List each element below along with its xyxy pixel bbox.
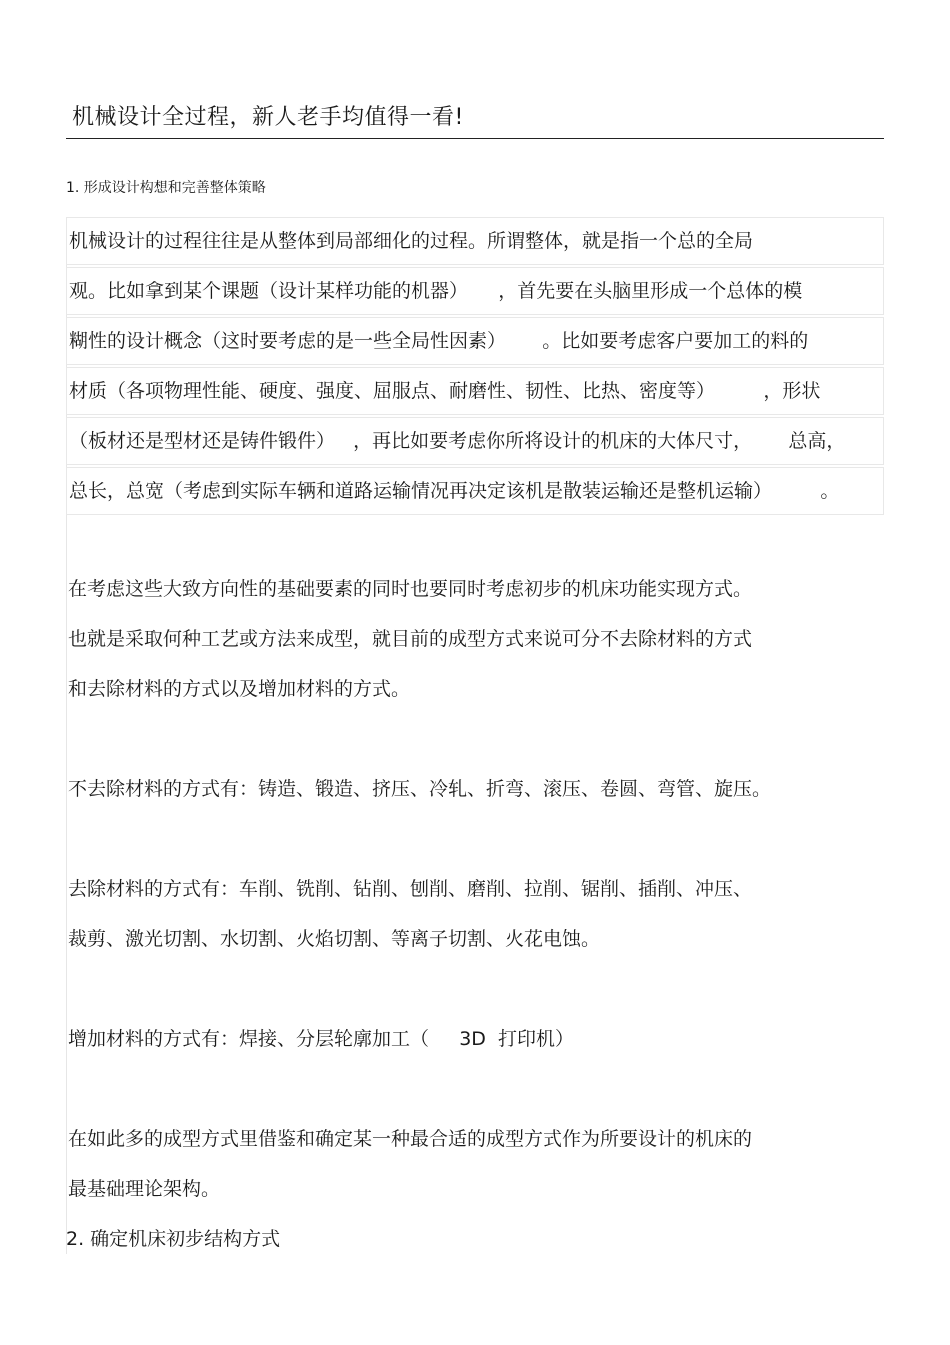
paragraph-line: 也就是采取何种工艺或方法来成型，就目前的成型方式来说可分不去除材料的方式 (68, 628, 753, 650)
paragraph-line: 裁剪、激光切割、水切割、火焰切割、等离子切割、火花电蚀。 (68, 928, 601, 950)
paragraph-line: 在如此多的成型方式里借鉴和确定某一种最合适的成型方式作为所要设计的机床的 (68, 1128, 753, 1150)
text-line: 机械设计的过程往往是从整体到局部细化的过程。所谓整体，就是指一个总的全局 (69, 230, 754, 252)
paragraph-additive: 增加材料的方式有：焊接、分层轮廓加工（ 3D 打印机） (68, 1028, 574, 1050)
text-line: 总长，总宽（考虑到实际车辆和道路运输情况再决定该机是散装运输还是整机运输） 。 (69, 480, 840, 502)
text-line-box (66, 467, 884, 515)
text-line-box (66, 367, 884, 415)
paragraph-non-removal: 不去除材料的方式有：铸造、锻造、挤压、冷轧、折弯、滚压、卷圆、弯管、旋压。 (68, 778, 772, 800)
paragraph-line: 去除材料的方式有：车削、铣削、钻削、刨削、磨削、拉削、锯削、插削、冲压、 (68, 878, 753, 900)
text-line: 观。比如拿到某个课题（设计某样功能的机器） ，首先要在头脑里形成一个总体的模 (69, 280, 803, 302)
text-line: （板材还是型材还是铸件锻件） ，再比如要考虑你所将设计的机床的大体尺寸， 总高， (69, 430, 846, 452)
boxed-paragraph (66, 217, 884, 517)
paragraph-line: 和去除材料的方式以及增加材料的方式。 (68, 678, 411, 700)
text-line-box (66, 267, 884, 315)
text-line-box (66, 317, 884, 365)
title-divider (66, 138, 884, 139)
paragraph-line: 最基础理论架构。 (68, 1178, 221, 1200)
section-heading-1: 1. 形成设计构想和完善整体策略 (66, 180, 266, 196)
text-line-box (66, 417, 884, 465)
text-line: 糊性的设计概念（这时要考虑的是一些全局性因素） 。比如要考虑客户要加工的料的 (69, 330, 809, 352)
document-title: 机械设计全过程，新人老手均值得一看! (72, 105, 464, 130)
text-line: 材质（各项物理性能、硬度、强度、屈服点、耐磨性、韧性、比热、密度等） ，形状 (69, 380, 821, 402)
text-line-box (66, 217, 884, 265)
section-heading-2: 2. 确定机床初步结构方式 (66, 1228, 281, 1250)
paragraph-line: 在考虑这些大致方向性的基础要素的同时也要同时考虑初步的机床功能实现方式。 (68, 578, 753, 600)
